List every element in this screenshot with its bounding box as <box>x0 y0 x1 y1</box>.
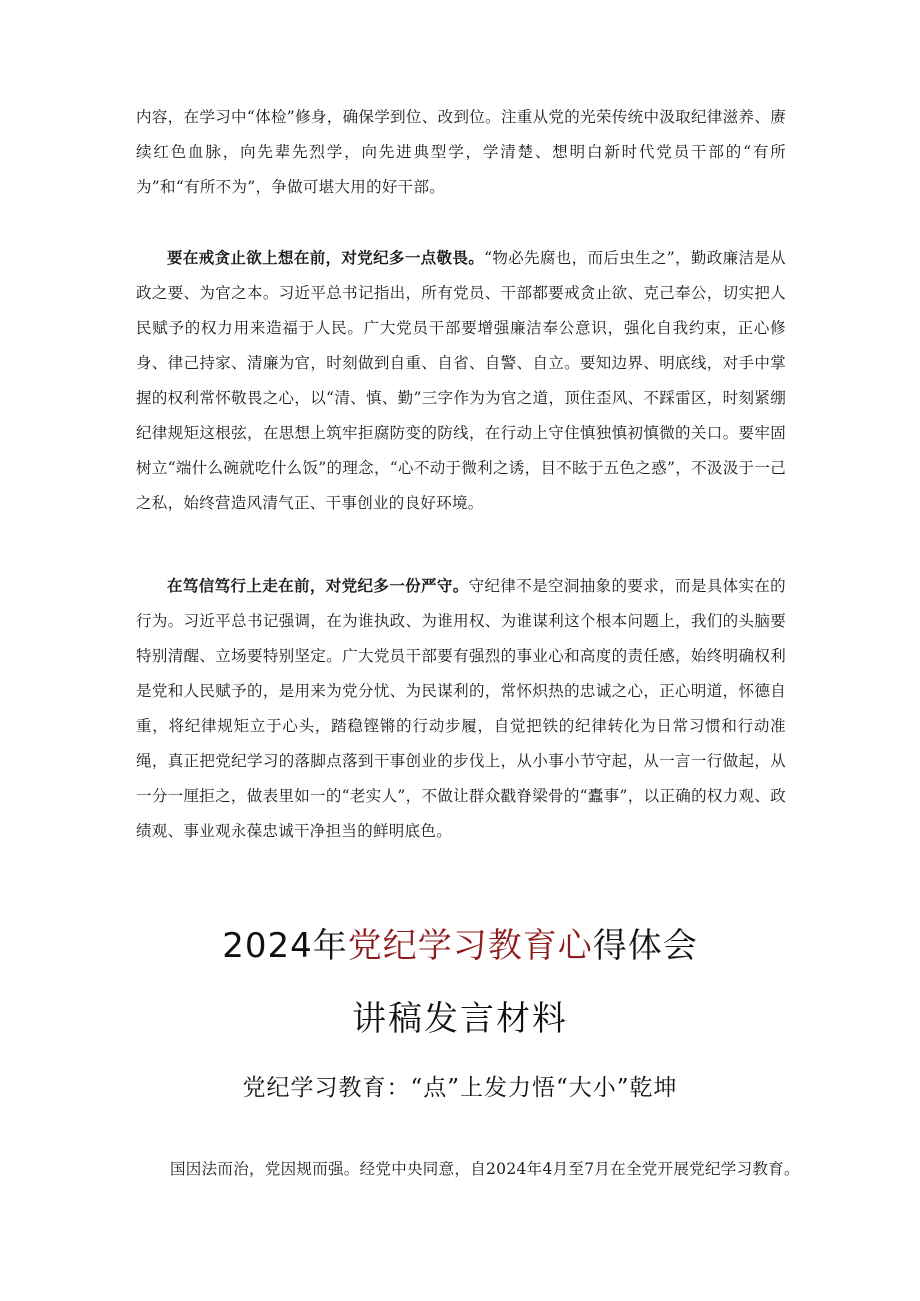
paragraph-intro <box>170 1152 810 1187</box>
title-part-highlight: 党纪学习教育心 <box>347 926 593 966</box>
document-title <box>0 922 920 970</box>
paragraph-text: 内容，在学习中“体检”修身，确保学到位、改到位。注重从党的光荣传统中汲取纪律滋养、赓续红色血脉，向先辈先烈学，向先进典型学，学清楚、想明白新时代党员干部的“有所为”和“有所不为”，争做可堪大用的好干部。 <box>136 108 786 196</box>
title-part-year: 2024年 <box>222 926 348 966</box>
paragraph-text: 国因法而治，党因规而强。经党中央同意，自2024年4月至7月在全党开展党纪学习教育。 <box>170 1160 800 1178</box>
paragraph-text: “物必先腐也，而后虫生之”，勤政廉洁是从政之要、为官之本。习近平总书记指出，所有党员、干部都要戒贪止欲、克己奉公，切实把人民赋予的权力用来造福于人民。广大党员干部要增强廉洁奉公意识，强化自我约束，正心修身、律己持家、清廉为官，时刻做到自重、自省、自警、自立。要知边界、明底线，对手中掌握的权利常怀敬畏之心，以“清、慎、勤”三字作为为官之道，顶住歪风、不踩雷区，时刻紧绷纪律规矩这根弦，在思想上筑牢拒腐防变的防线，在行动上守住慎独慎初慎微的关口。要牢固树立“端什么碗就吃什么饭”的理念，“心不动于微利之诱，目不眩于五色之惑”，不汲汲于一己之私，始终营造风清气正、干事创业的良好环境。 <box>136 249 786 512</box>
document-subtitle: 党纪学习教育：“点”上发力悟“大小”乾坤 <box>242 1075 678 1101</box>
paragraph-practice <box>136 568 786 849</box>
paragraph-abstinence <box>136 240 786 521</box>
title-part-end: 得体会 <box>592 926 698 966</box>
paragraph-continuation <box>136 100 786 205</box>
paragraph-lead: 在笃信笃行上走在前，对党纪多一份严守。 <box>167 576 469 595</box>
paragraph-lead: 要在戒贪止欲上想在前，对党纪多一点敬畏。 <box>167 248 485 267</box>
paragraph-text: 守纪律不是空洞抽象的要求，而是具体实在的行为。习近平总书记强调，在为谁执政、为谁用权、为谁谋利这个根本问题上，我们的头脑要特别清醒、立场要特别坚定。广大党员干部要有强烈的事业心和高度的责任感，始终明确权利是党和人民赋予的，是用来为党分忧、为民谋利的，常怀炽热的忠诚之心，正心明道，怀德自重，将纪律规矩立于心头，踏稳铿锵的行动步履，自觉把铁的纪律转化为日常习惯和行动准绳，真正把党纪学习的落脚点落到干事创业的步伐上，从小事小节守起，从一言一行做起，从一分一厘拒之，做表里如一的“老实人”，不做让群众戳脊梁骨的“蠹事”，以正确的权力观、政绩观、事业观永葆忠诚干净担当的鲜明底色。 <box>136 577 786 840</box>
document-title-line2: 讲稿发言材料 <box>352 999 568 1039</box>
